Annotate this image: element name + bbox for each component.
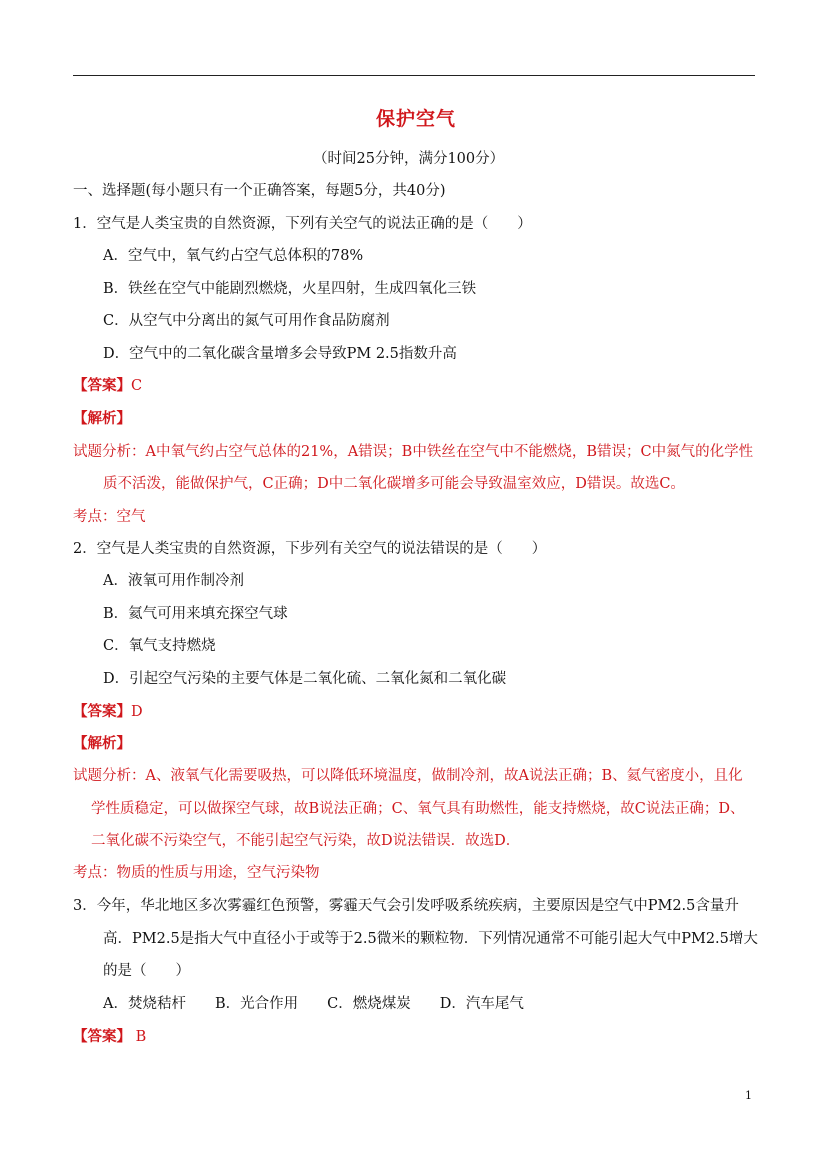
option-d: D．引起空气污染的主要气体是二氧化硫、二氧化氮和二氧化碳 xyxy=(103,671,507,687)
answer-label: 【答案】 xyxy=(73,703,131,720)
analysis-line: 试题分析：A、液氧气化需要吸热，可以降低环境温度，做制冷剂，故A说法正确；B、氦气密度小，且化 xyxy=(73,768,743,784)
options-inline: A．焚烧秸杆 B．光合作用 C．燃烧煤炭 D．汽车尾气 xyxy=(103,996,524,1012)
header-rule xyxy=(73,75,755,76)
option-c: C．从空气中分离出的氮气可用作食品防腐剂 xyxy=(103,313,390,329)
answer-value: C xyxy=(131,378,143,394)
option-d: D．空气中的二氧化碳含量增多会导致PM 2.5指数升高 xyxy=(103,346,457,362)
answer-line xyxy=(73,1028,146,1046)
analysis-line: 学性质稳定，可以做探空气球，故B说法正确；C、氧气具有助燃性，能支持燃烧，故C说法正确；D、 xyxy=(91,801,745,817)
answer-value: D xyxy=(131,704,143,720)
question-stem: 2．空气是人类宝贵的自然资源，下步列有关空气的说法错误的是（ ） xyxy=(73,541,547,557)
knowledge-point: 考点：空气 xyxy=(73,509,146,525)
knowledge-point: 考点：物质的性质与用途，空气污染物 xyxy=(73,865,320,881)
page-number: 1 xyxy=(745,1089,752,1102)
answer-line xyxy=(73,703,143,721)
analysis-label: 【解析】 xyxy=(73,410,131,427)
answer-label: 【答案】 xyxy=(73,1028,131,1045)
analysis-line: 二氧化碳不污染空气，不能引起空气污染，故D说法错误．故选D． xyxy=(91,833,521,849)
option-a: A．液氧可用作制冷剂 xyxy=(103,573,244,589)
page-title: 保护空气 xyxy=(376,108,457,130)
time-score-note: （时间25分钟，满分100分） xyxy=(313,151,505,167)
answer-line xyxy=(73,377,142,395)
section-heading: 一、选择题(每小题只有一个正确答案，每题5分，共40分) xyxy=(73,183,446,199)
question-stem: 高．PM2.5是指大气中直径小于或等于2.5微米的颗粒物．下列情况通常不可能引起大气中PM2.5增大 xyxy=(103,931,758,947)
option-b: B．氦气可用来填充探空气球 xyxy=(103,606,288,622)
analysis-label: 【解析】 xyxy=(73,735,131,752)
question-stem: 3．今年，华北地区多次雾霾红色预警，雾霾天气会引发呼吸系统疾病，主要原因是空气中PM2.5含量升 xyxy=(73,898,739,914)
question-stem: 的是（ ） xyxy=(103,963,190,979)
option-b: B．铁丝在空气中能剧烈燃烧，火星四射，生成四氧化三铁 xyxy=(103,281,477,297)
answer-value: B xyxy=(131,1029,147,1045)
answer-label: 【答案】 xyxy=(73,377,131,394)
option-c: C．氧气支持燃烧 xyxy=(103,638,216,654)
analysis-line: 质不活泼，能做保护气，C正确；D中二氧化碳增多可能会导致温室效应，D错误。故选C。 xyxy=(103,476,685,492)
analysis-line: 试题分析：A中氧气约占空气总体的21%，A错误；B中铁丝在空气中不能燃烧，B错误；C中氮气的化学性 xyxy=(73,444,754,460)
option-a: A．空气中，氧气约占空气总体积的78% xyxy=(103,248,364,264)
question-stem: 1．空气是人类宝贵的自然资源，下列有关空气的说法正确的是（ ） xyxy=(73,216,532,232)
